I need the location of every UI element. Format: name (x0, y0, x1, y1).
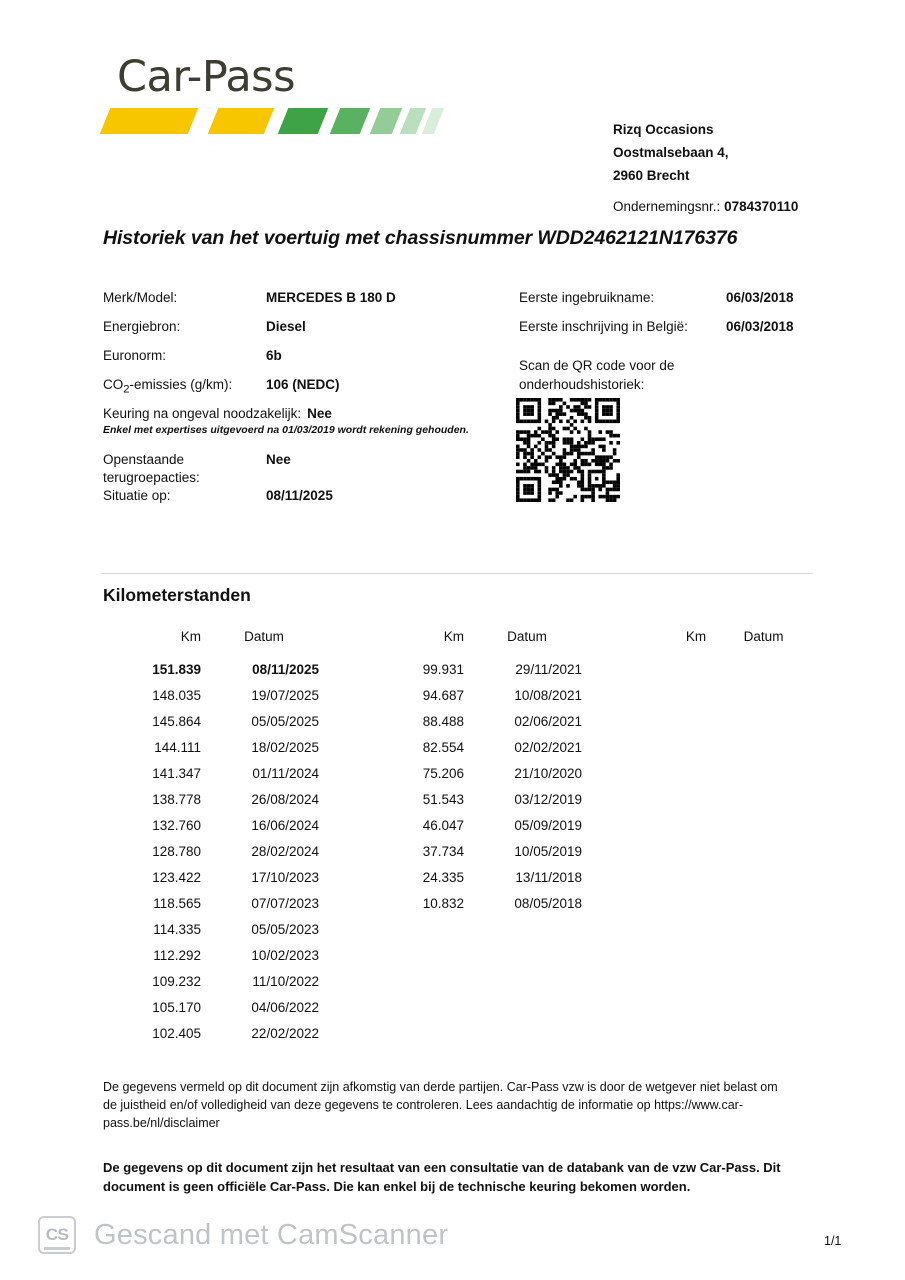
km-cell-value: 37.734 (422, 844, 464, 859)
km-header-datum: Datum (244, 629, 284, 644)
detail-value-merk-model: MERCEDES B 180 D (266, 290, 396, 305)
km-cell-date: 21/10/2020 (514, 766, 582, 781)
km-cell-date: 16/06/2024 (251, 818, 319, 833)
table-row (103, 995, 366, 1021)
km-cell-date: 10/08/2021 (514, 688, 582, 703)
detail-label-ingebruikname: Eerste ingebruikname: (519, 290, 655, 305)
km-cell-value: 114.335 (153, 922, 201, 937)
table-row (366, 891, 629, 917)
logo-stripe-7 (422, 108, 445, 134)
openstaande-value: Nee (266, 452, 291, 467)
company-registration (613, 199, 798, 214)
km-cell-date: 02/02/2021 (514, 740, 582, 755)
table-row (103, 813, 366, 839)
km-column-2 (366, 629, 629, 1047)
keuring-row (103, 406, 332, 421)
km-cell-value: 145.864 (152, 714, 201, 729)
table-row (366, 657, 629, 683)
table-row (366, 761, 629, 787)
table-row (366, 865, 629, 891)
km-column-header (629, 629, 813, 657)
qr-label-line2: onderhoudshistoriek: (519, 377, 645, 392)
km-cell-value: 102.405 (152, 1026, 201, 1041)
table-row (103, 761, 366, 787)
km-cell-date: 07/07/2023 (251, 896, 319, 911)
km-cell-date: 22/02/2022 (251, 1026, 319, 1041)
keuring-note: Enkel met expertises uitgevoerd na 01/03/2019 wordt rekening gehouden. (103, 424, 469, 436)
km-cell-value: 99.931 (422, 662, 464, 677)
qr-label-line1: Scan de QR code voor de (519, 358, 675, 373)
detail-row-ingebruikname (519, 290, 829, 319)
company-info (613, 118, 798, 214)
company-name: Rizq Occasions (613, 122, 714, 137)
km-column-header (103, 629, 366, 657)
km-header-datum: Datum (743, 629, 784, 644)
logo-stripe-1 (100, 108, 199, 134)
km-cell-date: 05/05/2023 (251, 922, 319, 937)
detail-value-ingebruikname: 06/03/2018 (726, 290, 794, 305)
km-cell-value: 144.111 (154, 740, 201, 755)
km-cell-date: 18/02/2025 (251, 740, 319, 755)
km-column-header (366, 629, 629, 657)
table-row (366, 813, 629, 839)
car-pass-logo (103, 52, 433, 146)
detail-label-co2 (103, 377, 232, 396)
detail-row-inschrijving (519, 319, 829, 348)
table-row (103, 969, 366, 995)
page-number: 1/1 (824, 1234, 842, 1248)
km-cell-date: 19/07/2025 (251, 688, 319, 703)
table-row (366, 683, 629, 709)
km-cell-value: 10.832 (422, 896, 464, 911)
logo-stripe-2 (208, 108, 275, 134)
logo-wordmark: Car-Pass (117, 52, 295, 102)
section-divider (101, 573, 813, 574)
detail-value-energiebron: Diesel (266, 319, 306, 334)
km-cell-date: 08/11/2025 (252, 662, 319, 677)
km-cell-date: 01/11/2024 (252, 766, 319, 781)
km-column-1 (103, 629, 366, 1047)
km-cell-date: 28/02/2024 (251, 844, 319, 859)
page-title: Historiek van het voertuig met chassisnummer WDD2462121N176376 (103, 227, 738, 249)
logo-stripes (45, 108, 435, 138)
km-cell-value: 132.760 (152, 818, 201, 833)
detail-label-merk-model: Merk/Model: (103, 290, 178, 305)
km-cell-date: 08/05/2018 (514, 896, 582, 911)
openstaande-label-line1: Openstaande (103, 452, 185, 467)
table-row (103, 839, 366, 865)
detail-value-co2: 106 (NEDC) (266, 377, 340, 392)
camscanner-watermark (38, 1216, 448, 1254)
detail-label-inschrijving: Eerste inschrijving in België: (519, 319, 688, 334)
vehicle-details-right (519, 290, 829, 348)
logo-stripe-4 (330, 108, 371, 134)
notice-text: De gegevens op dit document zijn het resultaat van een consultatie van de databank van de vzw Car-Pass. Dit document is geen officiële Car-Pass. Die kan enkel bij de technische keuring bekomen worden. (103, 1160, 781, 1194)
km-cell-date: 02/06/2021 (514, 714, 582, 729)
camscanner-icon: CS (38, 1216, 76, 1254)
km-cell-value: 109.232 (152, 974, 201, 989)
detail-row-energiebron (103, 319, 503, 348)
detail-row-co2 (103, 377, 503, 406)
table-row (103, 735, 366, 761)
detail-value-euronorm: 6b (266, 348, 282, 363)
km-cell-date: 26/08/2024 (251, 792, 319, 807)
km-cell-date: 13/11/2018 (515, 870, 582, 885)
table-row (103, 683, 366, 709)
km-cell-date: 29/11/2021 (515, 662, 582, 677)
detail-value-inschrijving: 06/03/2018 (726, 319, 794, 334)
detail-label-energiebron: Energiebron: (103, 319, 181, 334)
km-header-km: Km (180, 629, 201, 644)
situatie-value: 08/11/2025 (266, 488, 333, 503)
co2-subscript: 2 (123, 383, 130, 396)
table-row (103, 1021, 366, 1047)
table-row (103, 787, 366, 813)
km-cell-value: 118.565 (153, 896, 201, 911)
kilometerstanden-table (103, 629, 813, 1047)
keuring-label: Keuring na ongeval noodzakelijk: (103, 406, 302, 421)
table-row (103, 917, 366, 943)
km-cell-value: 82.554 (422, 740, 464, 755)
table-row (366, 787, 629, 813)
company-registration-value: 0784370110 (724, 199, 799, 214)
km-cell-date: 03/12/2019 (514, 792, 582, 807)
km-cell-value: 138.778 (152, 792, 201, 807)
km-cell-value: 123.422 (152, 870, 201, 885)
kilometerstanden-heading: Kilometerstanden (103, 585, 251, 605)
km-cell-value: 51.543 (422, 792, 464, 807)
km-cell-date: 17/10/2023 (251, 870, 319, 885)
co2-suffix: -emissies (g/km): (129, 377, 233, 392)
co2-prefix: CO (103, 377, 124, 392)
disclaimer-text: De gegevens vermeld op dit document zijn afkomstig van derde partijen. Car-Pass vzw is door de wetgever niet belast om de juistheid en/of volledigheid van deze gegevens te controleren. Lees aandachtig de informatie op https://www.car-pass.be/nl/disclaimer (103, 1080, 778, 1130)
km-cell-date: 05/09/2019 (514, 818, 582, 833)
km-cell-value: 128.780 (152, 844, 201, 859)
vehicle-details-left (103, 290, 503, 406)
km-cell-value: 148.035 (152, 688, 201, 703)
km-cell-value: 94.687 (422, 688, 464, 703)
km-cell-date: 10/05/2019 (514, 844, 582, 859)
km-header-km: Km (685, 629, 707, 644)
logo-stripe-3 (278, 108, 329, 134)
detail-row-euronorm (103, 348, 503, 377)
openstaande-label-line2: terugroepacties: (103, 470, 200, 485)
km-cell-value: 46.047 (422, 818, 464, 833)
detail-label-euronorm: Euronorm: (103, 348, 167, 363)
km-cell-date: 11/10/2022 (252, 974, 319, 989)
km-header-datum: Datum (507, 629, 547, 644)
km-column-3 (629, 629, 813, 1047)
table-row (366, 839, 629, 865)
km-cell-value: 112.292 (153, 948, 201, 963)
keuring-value: Nee (307, 406, 332, 421)
camscanner-label: Gescand met CamScanner (94, 1218, 449, 1251)
km-cell-value: 88.488 (422, 714, 464, 729)
logo-stripe-5 (370, 108, 403, 134)
table-row (103, 943, 366, 969)
detail-row-merk-model (103, 290, 503, 319)
qr-label (519, 356, 674, 394)
km-cell-value: 105.170 (152, 1000, 201, 1015)
table-row (366, 709, 629, 735)
qr-code[interactable] (516, 398, 620, 502)
km-cell-date: 05/05/2025 (251, 714, 319, 729)
table-row (103, 657, 366, 683)
km-header-km: Km (443, 629, 464, 644)
km-cell-date: 04/06/2022 (251, 1000, 319, 1015)
situatie-label: Situatie op: (103, 488, 171, 503)
km-cell-value: 151.839 (152, 662, 201, 677)
km-cell-date: 10/02/2023 (251, 948, 319, 963)
table-row (366, 735, 629, 761)
company-street: Oostmalsebaan 4, (613, 145, 729, 160)
km-cell-value: 75.206 (422, 766, 464, 781)
table-row (103, 891, 366, 917)
table-row (103, 709, 366, 735)
km-cell-value: 24.335 (422, 870, 464, 885)
km-cell-value: 141.347 (152, 766, 201, 781)
company-registration-label: Ondernemingsnr.: (613, 199, 725, 214)
company-city: 2960 Brecht (613, 168, 690, 183)
table-row (103, 865, 366, 891)
